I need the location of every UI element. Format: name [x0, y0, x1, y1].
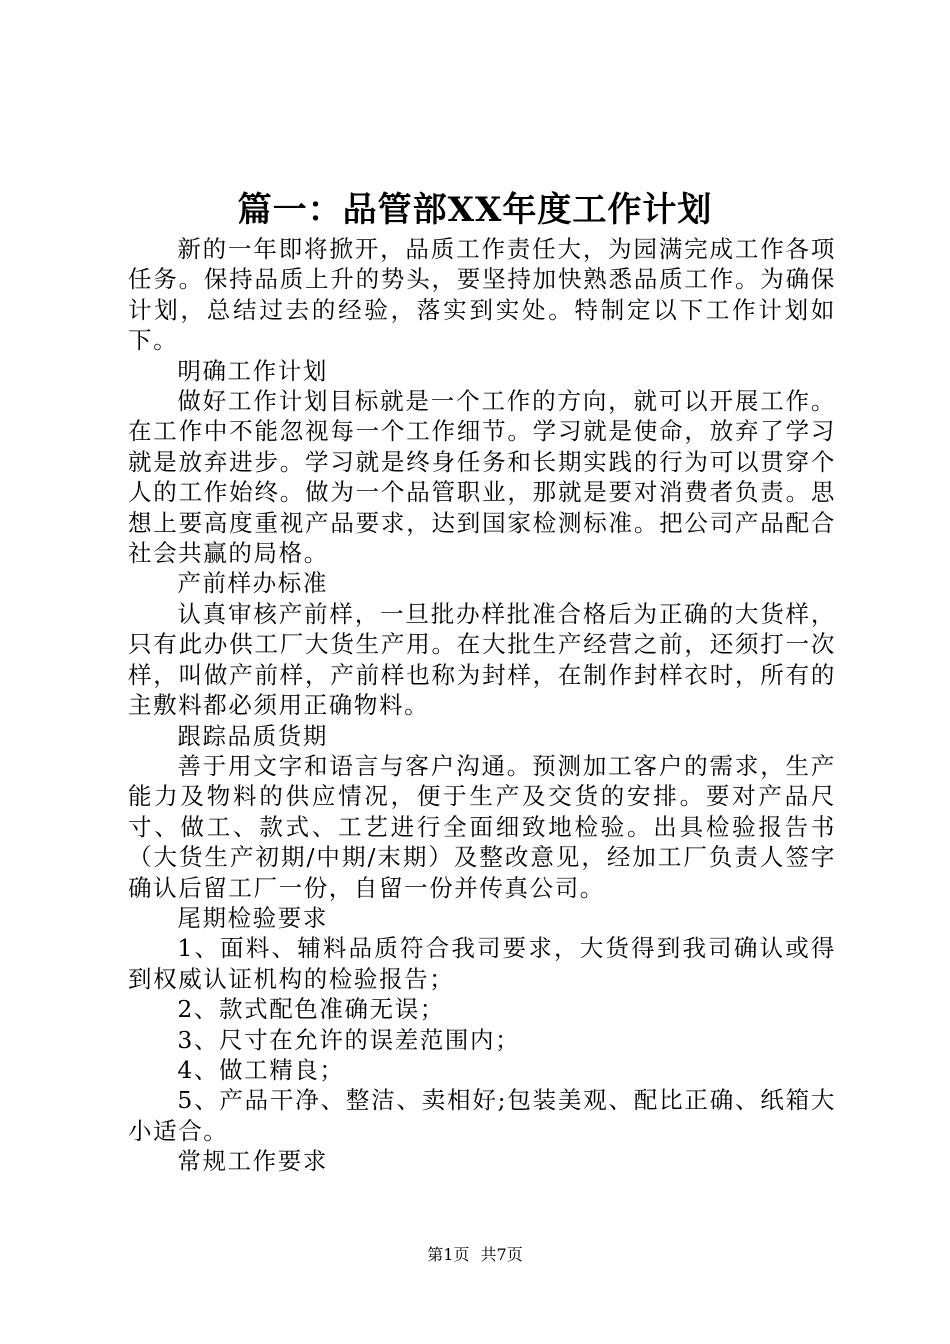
page-footer — [0, 1244, 950, 1266]
list-item: 2、款式配色准确无误； — [177, 995, 445, 1024]
document-body — [128, 234, 836, 1177]
paragraph-tracking: 善于用文字和语言与客户沟通。预测加工客户的需求，生产能力及物料的供应情况，便于生产及交货的安排。要对产品尺寸、做工、款式、工艺进行全面细致地检验。出具检验报告书（大货生产初期/中期/末期）及整改意见，经加工厂负责人签字确认后留工厂一份，自留一份并传真公司。 — [128, 751, 836, 902]
section-heading-sample: 产前样办标准 — [177, 569, 328, 598]
list-item: 4、做工精良； — [177, 1055, 345, 1084]
page-number: 第1页 — [427, 1245, 470, 1264]
list-item: 5、产品干净、整洁、卖相好;包装美观、配比正确、纸箱大小适合。 — [128, 1086, 836, 1145]
paragraph-sample: 认真审核产前样，一旦批办样批准合格后为正确的大货样，只有此办供工厂大货生产用。在大批生产经营之前，还须打一次样，叫做产前样，产前样也称为封样，在制作封样衣时，所有的主敷料都必须用正确物料。 — [128, 599, 836, 720]
section-heading-final-inspection: 尾期检验要求 — [177, 903, 328, 932]
section-heading-routine: 常规工作要求 — [177, 1147, 328, 1176]
list-item: 1、面料、辅料品质符合我司要求，大货得到我司确认或得到权威认证机构的检验报告； — [128, 934, 836, 993]
page-total: 共7页 — [480, 1245, 523, 1264]
paragraph-plan: 做好工作计划目标就是一个工作的方向，就可以开展工作。在工作中不能忽视每一个工作细节。学习就是使命，放弃了学习就是放弃进步。学习就是终身任务和长期实践的行为可以贯穿个人的工作始终。做为一个品管职业，那就是要对消费者负责。思想上要高度重视产品要求，达到国家检测标准。把公司产品配合社会共赢的局格。 — [128, 387, 836, 568]
document-title: 篇一：品管部XX年度工作计划 — [237, 190, 713, 230]
section-heading-plan: 明确工作计划 — [177, 356, 328, 385]
list-item: 3、尺寸在允许的误差范围内； — [177, 1025, 521, 1054]
paragraph-intro: 新的一年即将掀开，品质工作责任大，为园满完成工作各项任务。保持品质上升的势头，要坚持加快熟悉品质工作。为确保计划，总结过去的经验，落实到实处。特制定以下工作计划如下。 — [128, 235, 836, 355]
section-heading-tracking: 跟踪品质货期 — [177, 721, 328, 750]
